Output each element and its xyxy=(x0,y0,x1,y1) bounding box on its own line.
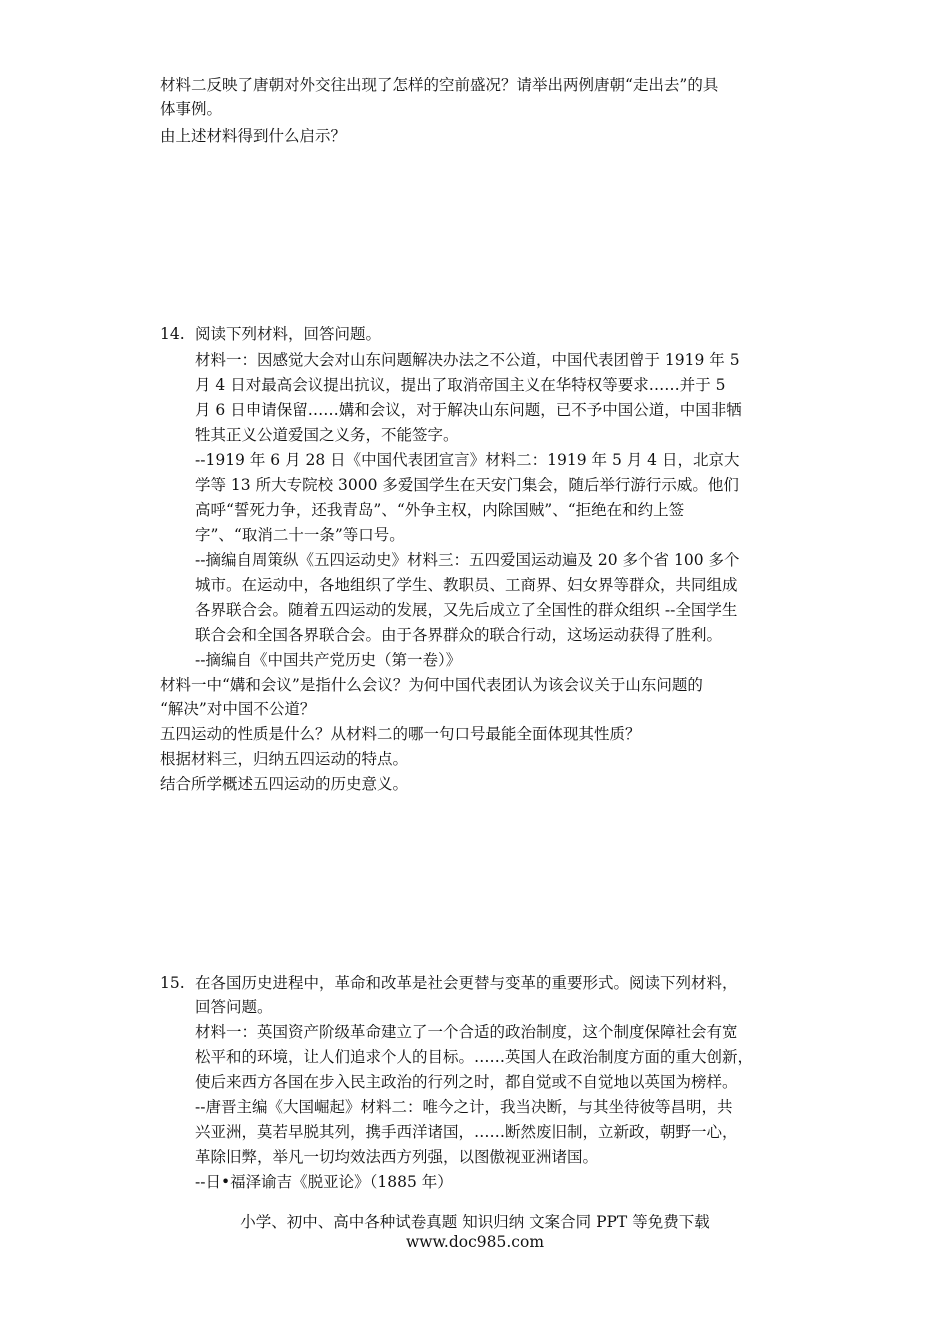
material-line: --唐晋主编《大国崛起》材料二：唯今之计，我当决断，与其坐待彼等昌明，共 xyxy=(195,1098,733,1116)
question-prompt: 在各国历史进程中，革命和改革是社会更替与变革的重要形式。阅读下列材料， xyxy=(195,974,738,992)
material-line: 革除旧弊，举凡一切均效法西方列强，以图傲视亚洲诸国。 xyxy=(195,1148,599,1166)
question-prompt: 阅读下列材料，回答问题。 xyxy=(195,325,382,343)
sub-question-line: 五四运动的性质是什么？从材料二的哪一句口号最能全面体现其性质？ xyxy=(160,725,641,743)
material-line: 字”、“取消二十一条”等口号。 xyxy=(195,526,405,544)
material-line: --摘编自《中国共产党历史（第一卷）》 xyxy=(195,651,462,669)
question-number: 14. xyxy=(160,325,185,343)
sub-question-line: 结合所学概述五四运动的历史意义。 xyxy=(160,775,409,793)
footer-text: 小学、初中、高中各种试卷真题 知识归纳 文案合同 PPT 等免费下载 xyxy=(240,1213,710,1231)
question-number: 15. xyxy=(160,974,185,992)
material-line: 松平和的环境，让人们追求个人的目标。……英国人在政治制度方面的重大创新， xyxy=(195,1048,754,1066)
material-line: 材料一：英国资产阶级革命建立了一个合适的政治制度，这个制度保障社会有宽 xyxy=(195,1023,738,1041)
material-line: 学等 13 所大专院校 3000 多爱国学生在天安门集会，随后举行游行示威。他们 xyxy=(195,476,739,494)
material-line: 高呼“誓死力争，还我青岛”、“外争主权，内除国贼”、“拒绝在和约上签 xyxy=(195,501,685,519)
sub-question-line: 根据材料三，归纳五四运动的特点。 xyxy=(160,750,409,768)
footer-url: www.doc985.com xyxy=(405,1233,545,1251)
question-text-line: 体事例。 xyxy=(160,100,223,118)
material-line: 城市。在运动中，各地组织了学生、教职员、工商界、妇女界等群众，共同组成 xyxy=(195,576,738,594)
material-line: 联合会和全国各界联合会。由于各界群众的联合行动，这场运动获得了胜利。 xyxy=(195,626,723,644)
material-line: 使后来西方各国在步入民主政治的行列之时，都自觉或不自觉地以英国为榜样。 xyxy=(195,1073,738,1091)
question-text-line: 由上述材料得到什么启示？ xyxy=(160,127,347,145)
material-line: --摘编自周策纵《五四运动史》材料三：五四爱国运动遍及 20 多个省 100 多个 xyxy=(195,551,740,569)
material-line: 月 4 日对最高会议提出抗议，提出了取消帝国主义在华特权等要求……并于 5 xyxy=(195,376,726,394)
material-line: 各界联合会。随着五四运动的发展，又先后成立了全国性的群众组织 --全国学生 xyxy=(195,601,738,619)
material-line: 材料一：因感觉大会对山东问题解决办法之不公道，中国代表团曾于 1919 年 5 xyxy=(195,351,740,369)
material-line: 月 6 日申请保留……媾和会议，对于解决山东问题，已不予中国公道，中国非牺 xyxy=(195,401,742,419)
question-prompt: 回答问题。 xyxy=(195,998,273,1016)
material-line: --1919 年 6 月 28 日《中国代表团宣言》材料二：1919 年 5 月 4 日，北京大 xyxy=(195,451,740,469)
sub-question-line: “解决”对中国不公道？ xyxy=(160,700,316,718)
material-line: 牲其正义公道爱国之义务，不能签字。 xyxy=(195,426,459,444)
sub-question-line: 材料一中“媾和会议”是指什么会议？为何中国代表团认为该会议关于山东问题的 xyxy=(160,676,703,694)
material-line: --日•福泽谕吉《脱亚论》（1885 年） xyxy=(195,1173,453,1191)
question-text-line: 材料二反映了唐朝对外交往出现了怎样的空前盛况？请举出两例唐朝“走出去”的具 xyxy=(160,76,719,94)
material-line: 兴亚洲，莫若早脱其列，携手西洋诸国，……断然废旧制，立新政，朝野一心， xyxy=(195,1123,738,1141)
